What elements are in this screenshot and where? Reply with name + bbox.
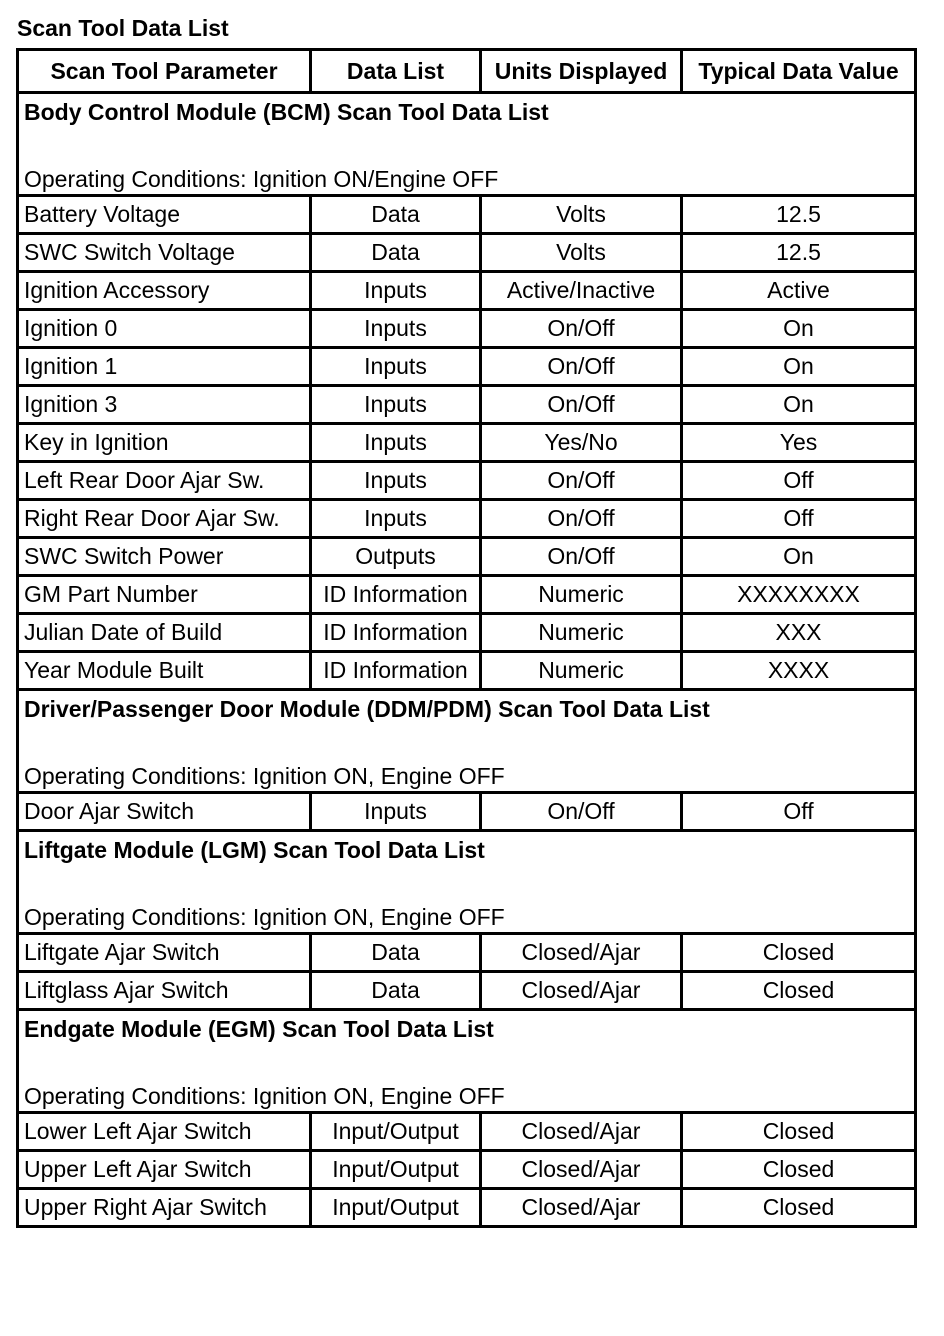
header-parameter: Scan Tool Parameter bbox=[18, 50, 311, 93]
cell-data-list: Input/Output bbox=[311, 1113, 481, 1151]
cell-units-displayed: Numeric bbox=[481, 576, 682, 614]
cell-typical-data-value: Active bbox=[682, 272, 916, 310]
cell-units-displayed: On/Off bbox=[481, 348, 682, 386]
cell-units-displayed: Closed/Ajar bbox=[481, 934, 682, 972]
section-title: Endgate Module (EGM) Scan Tool Data List bbox=[24, 1016, 494, 1042]
cell-units-displayed: Closed/Ajar bbox=[481, 1189, 682, 1227]
cell-data-list: Inputs bbox=[311, 310, 481, 348]
cell-parameter: Door Ajar Switch bbox=[18, 793, 311, 831]
section-title: Liftgate Module (LGM) Scan Tool Data List bbox=[24, 837, 485, 863]
table-row bbox=[18, 538, 916, 576]
section-row bbox=[18, 831, 916, 934]
header-units-displayed: Units Displayed bbox=[481, 50, 682, 93]
cell-data-list: Inputs bbox=[311, 462, 481, 500]
cell-data-list: Inputs bbox=[311, 793, 481, 831]
table-row bbox=[18, 614, 916, 652]
table-row bbox=[18, 1189, 916, 1227]
table-row bbox=[18, 196, 916, 234]
section-row bbox=[18, 1010, 916, 1113]
cell-data-list: Outputs bbox=[311, 538, 481, 576]
cell-data-list: Inputs bbox=[311, 424, 481, 462]
cell-units-displayed: On/Off bbox=[481, 793, 682, 831]
table-row bbox=[18, 272, 916, 310]
table-row bbox=[18, 424, 916, 462]
cell-units-displayed: On/Off bbox=[481, 310, 682, 348]
cell-units-displayed: Volts bbox=[481, 196, 682, 234]
section-operating-conditions: Operating Conditions: Ignition ON, Engine OFF bbox=[24, 1083, 505, 1109]
cell-data-list: Input/Output bbox=[311, 1189, 481, 1227]
section-row bbox=[18, 690, 916, 793]
cell-data-list: ID Information bbox=[311, 576, 481, 614]
section-row bbox=[18, 93, 916, 196]
table-row bbox=[18, 1113, 916, 1151]
cell-parameter: Liftgate Ajar Switch bbox=[18, 934, 311, 972]
cell-data-list: Input/Output bbox=[311, 1151, 481, 1189]
document-title: Scan Tool Data List bbox=[17, 15, 229, 41]
section-header-cell bbox=[18, 831, 916, 934]
cell-typical-data-value: 12.5 bbox=[682, 234, 916, 272]
cell-units-displayed: On/Off bbox=[481, 500, 682, 538]
cell-typical-data-value: Closed bbox=[682, 1189, 916, 1227]
table-body bbox=[18, 93, 916, 1227]
cell-parameter: Key in Ignition bbox=[18, 424, 311, 462]
cell-units-displayed: Volts bbox=[481, 234, 682, 272]
table-row bbox=[18, 972, 916, 1010]
cell-parameter: Liftglass Ajar Switch bbox=[18, 972, 311, 1010]
cell-parameter: Julian Date of Build bbox=[18, 614, 311, 652]
section-header-cell bbox=[18, 690, 916, 793]
cell-data-list: ID Information bbox=[311, 652, 481, 690]
cell-parameter: Ignition 0 bbox=[18, 310, 311, 348]
cell-typical-data-value: Off bbox=[682, 462, 916, 500]
cell-units-displayed: On/Off bbox=[481, 462, 682, 500]
cell-data-list: Inputs bbox=[311, 348, 481, 386]
cell-parameter: Right Rear Door Ajar Sw. bbox=[18, 500, 311, 538]
cell-units-displayed: On/Off bbox=[481, 386, 682, 424]
cell-parameter: Ignition 1 bbox=[18, 348, 311, 386]
cell-units-displayed: Numeric bbox=[481, 614, 682, 652]
cell-units-displayed: Closed/Ajar bbox=[481, 1151, 682, 1189]
table-header-row bbox=[18, 50, 916, 93]
table-row bbox=[18, 348, 916, 386]
cell-units-displayed: Closed/Ajar bbox=[481, 972, 682, 1010]
cell-typical-data-value: On bbox=[682, 538, 916, 576]
cell-typical-data-value: XXXX bbox=[682, 652, 916, 690]
cell-parameter: Year Module Built bbox=[18, 652, 311, 690]
cell-typical-data-value: Closed bbox=[682, 972, 916, 1010]
cell-typical-data-value: XXXXXXXX bbox=[682, 576, 916, 614]
cell-data-list: Data bbox=[311, 934, 481, 972]
cell-parameter: Ignition Accessory bbox=[18, 272, 311, 310]
cell-parameter: GM Part Number bbox=[18, 576, 311, 614]
table-row bbox=[18, 500, 916, 538]
cell-typical-data-value: XXX bbox=[682, 614, 916, 652]
section-title: Body Control Module (BCM) Scan Tool Data List bbox=[24, 99, 549, 125]
cell-data-list: ID Information bbox=[311, 614, 481, 652]
table-row bbox=[18, 234, 916, 272]
cell-typical-data-value: 12.5 bbox=[682, 196, 916, 234]
header-data-list: Data List bbox=[311, 50, 481, 93]
cell-data-list: Data bbox=[311, 196, 481, 234]
cell-parameter: Upper Left Ajar Switch bbox=[18, 1151, 311, 1189]
cell-typical-data-value: Closed bbox=[682, 1113, 916, 1151]
cell-parameter: Lower Left Ajar Switch bbox=[18, 1113, 311, 1151]
cell-typical-data-value: Off bbox=[682, 500, 916, 538]
cell-data-list: Inputs bbox=[311, 386, 481, 424]
cell-parameter: Upper Right Ajar Switch bbox=[18, 1189, 311, 1227]
section-operating-conditions: Operating Conditions: Ignition ON, Engine OFF bbox=[24, 763, 505, 789]
cell-data-list: Data bbox=[311, 972, 481, 1010]
section-operating-conditions: Operating Conditions: Ignition ON, Engine OFF bbox=[24, 904, 505, 930]
cell-data-list: Inputs bbox=[311, 500, 481, 538]
cell-data-list: Inputs bbox=[311, 272, 481, 310]
cell-parameter: Ignition 3 bbox=[18, 386, 311, 424]
table-row bbox=[18, 576, 916, 614]
cell-typical-data-value: Yes bbox=[682, 424, 916, 462]
cell-typical-data-value: Off bbox=[682, 793, 916, 831]
cell-typical-data-value: On bbox=[682, 348, 916, 386]
section-operating-conditions: Operating Conditions: Ignition ON/Engine OFF bbox=[24, 166, 499, 192]
table-row bbox=[18, 462, 916, 500]
table-row bbox=[18, 1151, 916, 1189]
cell-units-displayed: On/Off bbox=[481, 538, 682, 576]
header-typical-data-value: Typical Data Value bbox=[682, 50, 916, 93]
cell-data-list: Data bbox=[311, 234, 481, 272]
section-header-cell bbox=[18, 1010, 916, 1113]
cell-units-displayed: Closed/Ajar bbox=[481, 1113, 682, 1151]
scan-tool-data-table bbox=[16, 48, 917, 1228]
cell-parameter: SWC Switch Voltage bbox=[18, 234, 311, 272]
cell-parameter: SWC Switch Power bbox=[18, 538, 311, 576]
table-row bbox=[18, 652, 916, 690]
cell-typical-data-value: On bbox=[682, 310, 916, 348]
cell-units-displayed: Numeric bbox=[481, 652, 682, 690]
table-row bbox=[18, 310, 916, 348]
section-header-cell bbox=[18, 93, 916, 196]
section-title: Driver/Passenger Door Module (DDM/PDM) Scan Tool Data List bbox=[24, 696, 710, 722]
table-row bbox=[18, 386, 916, 424]
cell-units-displayed: Yes/No bbox=[481, 424, 682, 462]
cell-typical-data-value: Closed bbox=[682, 934, 916, 972]
cell-units-displayed: Active/Inactive bbox=[481, 272, 682, 310]
cell-typical-data-value: Closed bbox=[682, 1151, 916, 1189]
table-row bbox=[18, 793, 916, 831]
cell-parameter: Left Rear Door Ajar Sw. bbox=[18, 462, 311, 500]
cell-typical-data-value: On bbox=[682, 386, 916, 424]
table-row bbox=[18, 934, 916, 972]
cell-parameter: Battery Voltage bbox=[18, 196, 311, 234]
